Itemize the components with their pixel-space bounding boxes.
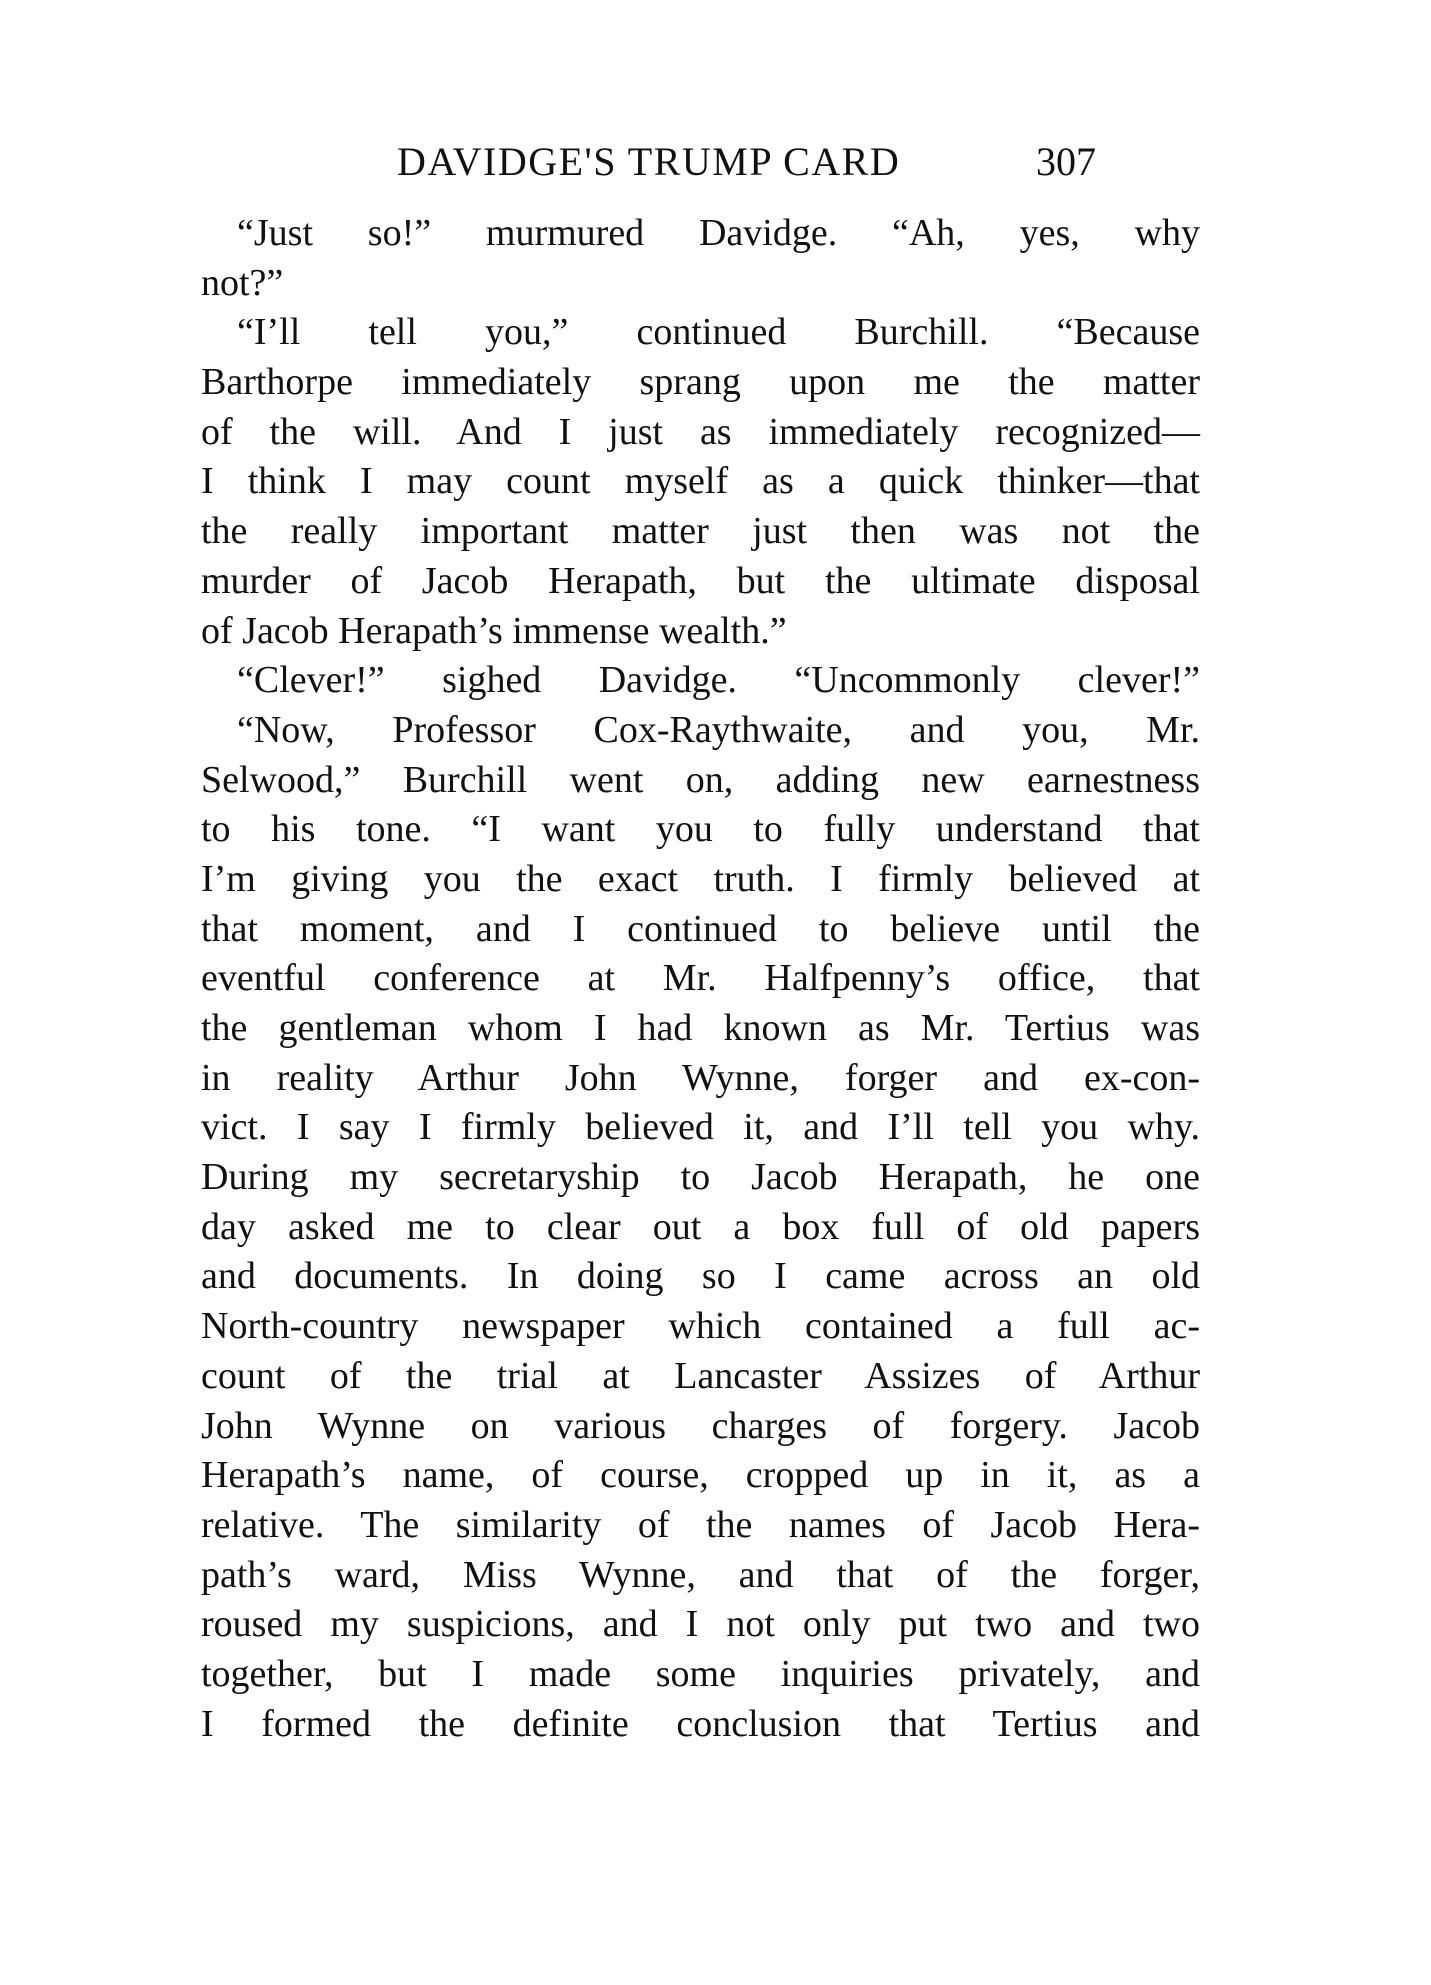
text-line: Barthorpe immediately sprang upon me the matter	[201, 361, 1200, 404]
text-line: the gentleman whom I had known as Mr. Tertius was	[201, 1007, 1200, 1049]
text-line: relative. The similarity of the names of Jacob Hera-	[201, 1503, 1200, 1546]
text-line: that moment, and I continued to believe until the	[201, 907, 1200, 950]
text-line: I’m giving you the exact truth. I firmly believed at	[201, 857, 1200, 900]
text-line: I formed the definite conclusion that Tertius and	[201, 1702, 1200, 1745]
text-line: North-country newspaper which contained a full ac-	[201, 1305, 1200, 1348]
text-line: vict. I say I firmly believed it, and I’ll tell you why.	[201, 1106, 1200, 1149]
text-line: John Wynne on various charges of forgery. Jacob	[201, 1404, 1200, 1447]
text-line: count of the trial at Lancaster Assizes of Arthur	[201, 1354, 1200, 1397]
text-line: day asked me to clear out a box full of old papers	[201, 1205, 1200, 1248]
text-line: During my secretaryship to Jacob Herapath, he one	[201, 1156, 1200, 1199]
text-line: to his tone. “I want you to fully understand that	[201, 808, 1200, 851]
text-line: Selwood,” Burchill went on, adding new earnestness	[201, 758, 1200, 801]
text-line: of the will. And I just as immediately recognized—	[201, 410, 1200, 453]
text-line: and documents. In doing so I came across an old	[201, 1255, 1200, 1298]
body-text	[201, 209, 1200, 1749]
text-line: of Jacob Herapath’s immense wealth.”	[201, 609, 787, 652]
text-line: the really important matter just then was not the	[201, 510, 1200, 553]
text-line: together, but I made some inquiries privately, and	[201, 1652, 1200, 1695]
page-header	[201, 138, 1201, 198]
text-line: “I’ll tell you,” continued Burchill. “Because	[237, 311, 1200, 354]
text-line: murder of Jacob Herapath, but the ultimate disposal	[201, 559, 1200, 602]
page-number: 307	[1036, 139, 1096, 184]
text-line: path’s ward, Miss Wynne, and that of the forger,	[201, 1553, 1200, 1596]
running-title: DAVIDGE'S TRUMP CARD	[397, 139, 901, 184]
text-line: Herapath’s name, of course, cropped up in it, as a	[201, 1454, 1200, 1497]
text-line: roused my suspicions, and I not only put two and two	[201, 1603, 1200, 1646]
text-line: I think I may count myself as a quick thinker—that	[201, 460, 1200, 503]
text-line: “Just so!” murmured Davidge. “Ah, yes, why	[237, 212, 1200, 254]
text-line: in reality Arthur John Wynne, forger and ex-con-	[201, 1056, 1200, 1099]
text-line: “Now, Professor Cox-Raythwaite, and you, Mr.	[237, 708, 1200, 751]
text-line: “Clever!” sighed Davidge. “Uncommonly clever!”	[237, 659, 1200, 702]
text-line: not?”	[201, 261, 284, 304]
text-line: eventful conference at Mr. Halfpenny’s office, that	[201, 957, 1200, 1000]
